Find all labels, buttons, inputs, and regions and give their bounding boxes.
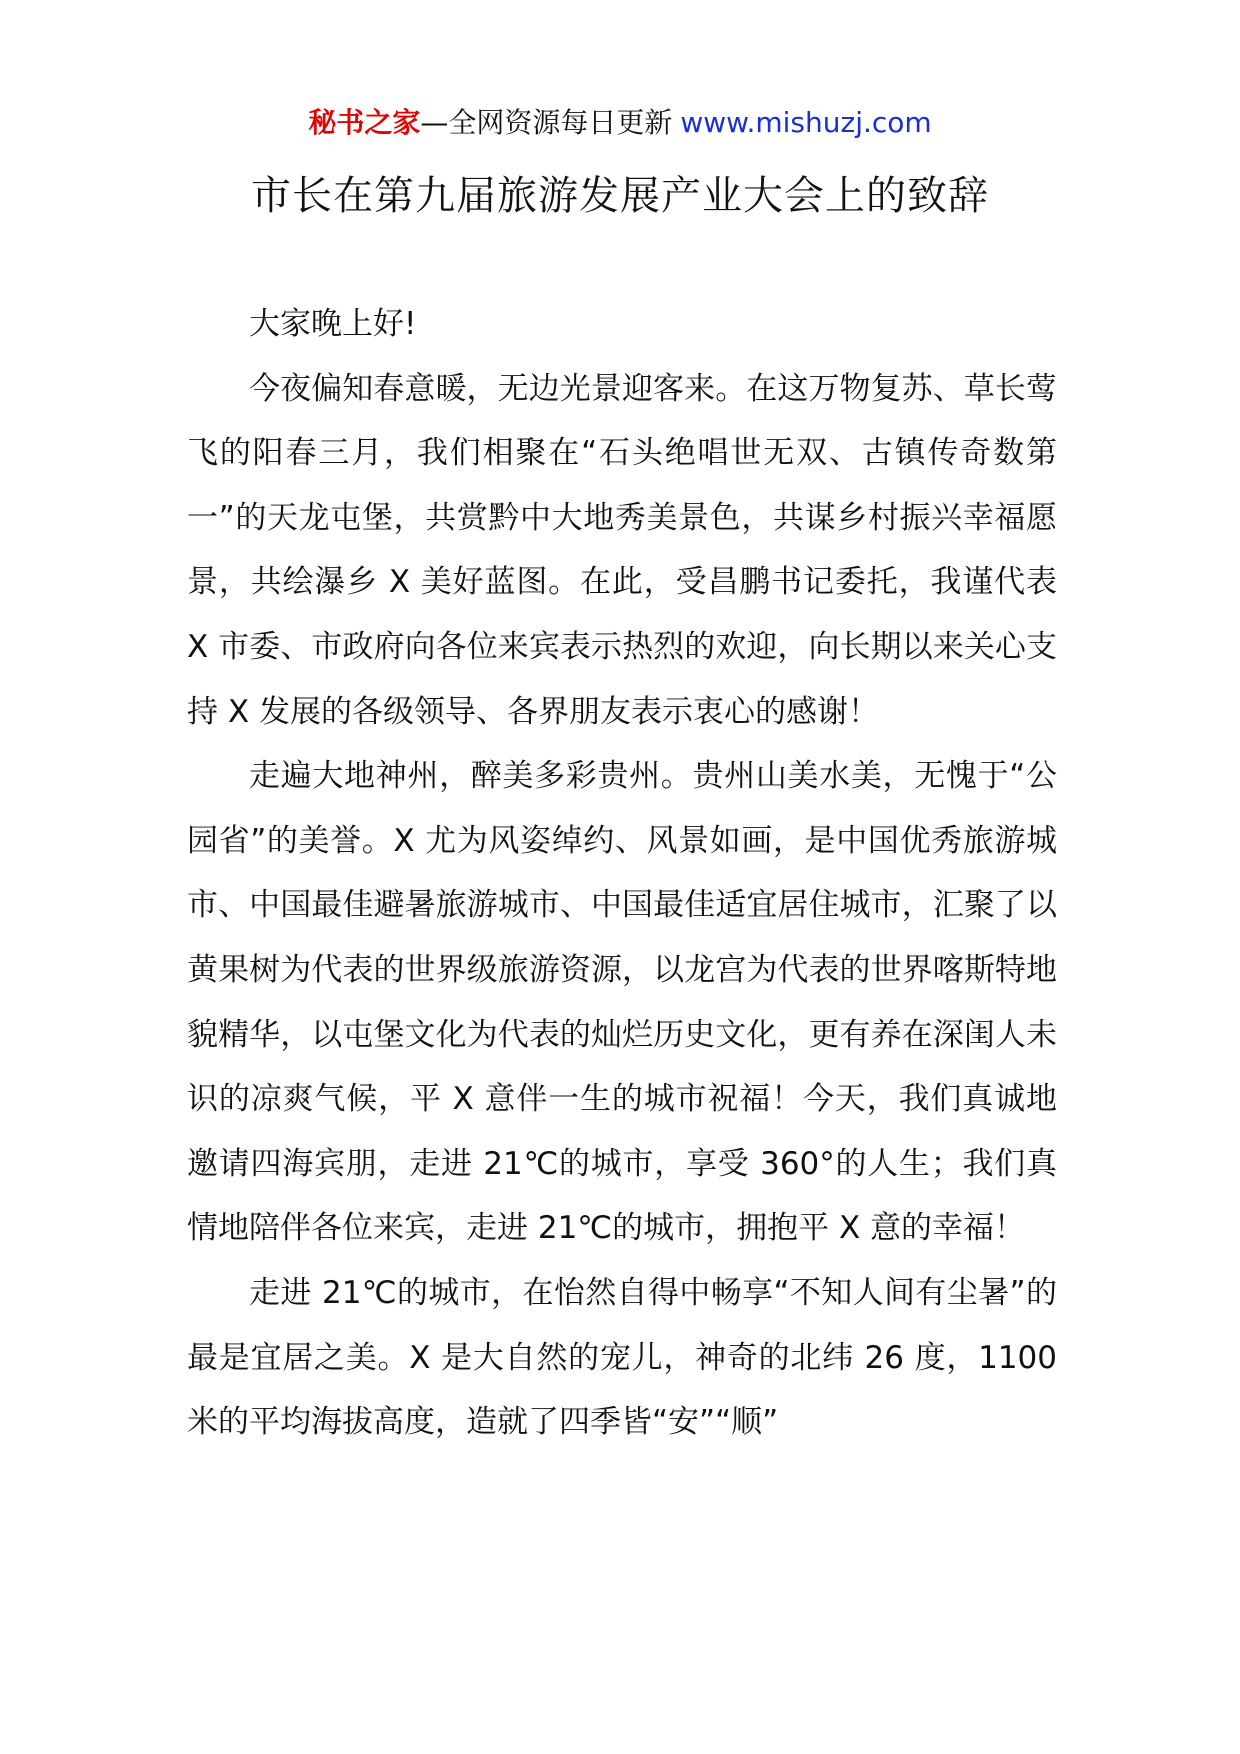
site-url-link[interactable]: www.mishuzj.com	[680, 106, 932, 139]
paragraph-welcome: 今夜偏知春意暖，无边光景迎客来。在这万物复苏、草长莺飞的阳春三月，我们相聚在“石头绝唱世无双、古镇传奇数第一”的天龙屯堡，共赏黔中大地秀美景色，共谋乡村振兴幸福愿景，共绘瀑乡 X 美好蓝图。在此，受昌鹏书记委托，我谨代表 X 市委、市政府向各位来宾表示热烈的欢迎，向长期以来关心支持 X 发展的各级领导、各界朋友表示衷心的感谢！	[187, 370, 1057, 730]
document-body	[187, 292, 1057, 1455]
paragraph-guizhou: 走遍大地神州，醉美多彩贵州。贵州山美水美，无愧于“公园省”的美誉。X 尤为风姿绰约、风景如画，是中国优秀旅游城市、中国最佳避暑旅游城市、中国最佳适宜居住城市，汇聚了以黄果树为代表的世界级旅游资源，以龙宫为代表的世界喀斯特地貌精华，以屯堡文化为代表的灿烂历史文化，更有养在深闺人未识的凉爽气候，平 X 意伴一生的城市祝福！今天，我们真诚地邀请四海宾朋，走进 21℃的城市，享受 360°的人生；我们真情地陪伴各位来宾，走进 21℃的城市，拥抱平 X 意的幸福！	[187, 758, 1057, 1247]
header-tagline: —全网资源每日更新	[420, 106, 673, 139]
brand-name: 秘书之家	[308, 106, 421, 139]
site-header	[0, 103, 1240, 143]
paragraph-climate: 走进 21℃的城市，在怡然自得中畅享“不知人间有尘暑”的最是宜居之美。X 是大自然的宠儿，神奇的北纬 26 度，1100 米的平均海拔高度，造就了四季皆“安”“顺”	[187, 1274, 1057, 1441]
document-title: 市长在第九届旅游发展产业大会上的致辞	[251, 173, 989, 219]
paragraph-greeting: 大家晚上好!	[249, 306, 417, 342]
